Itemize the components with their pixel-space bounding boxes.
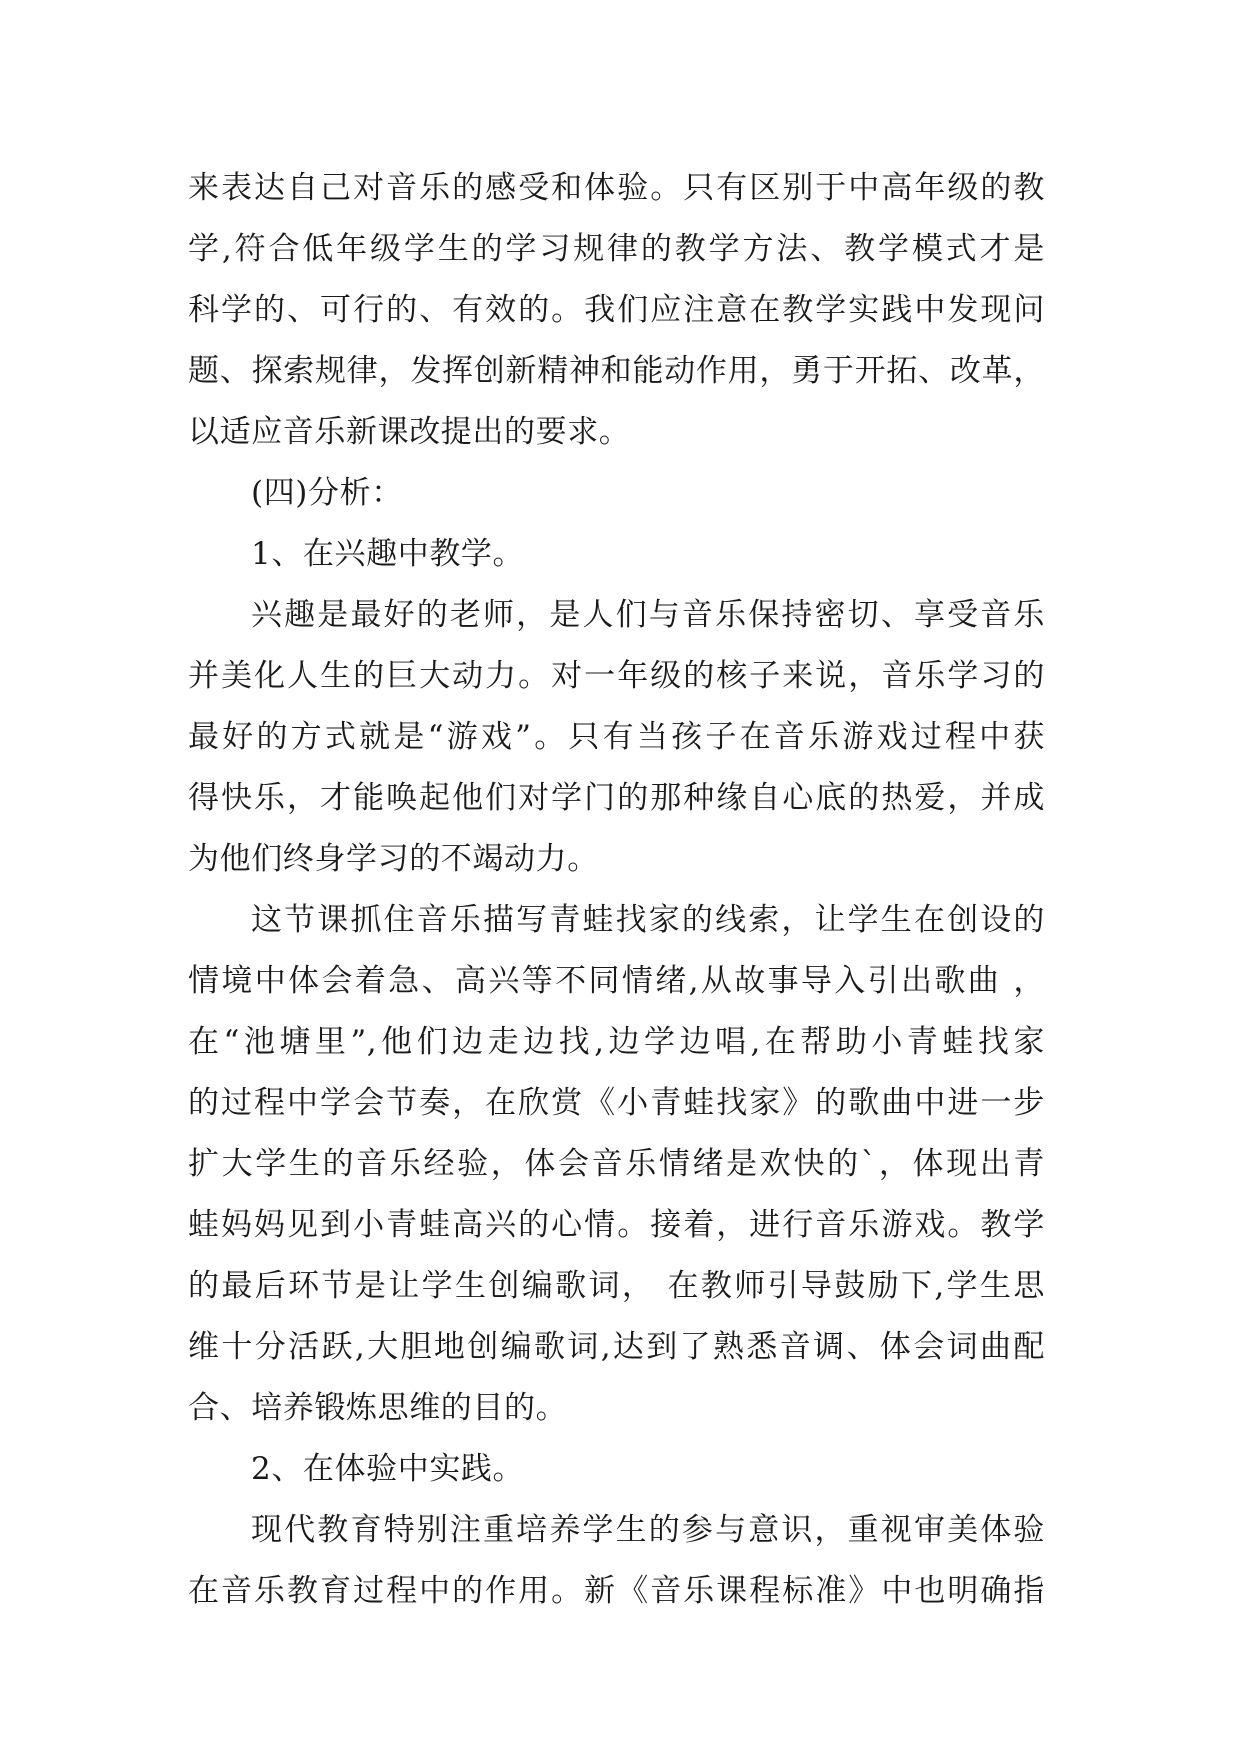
text-line: 科学的、可行的、有效的。我们应注意在教学实践中发现问 [188,292,1045,328]
text-line: 并美化人生的巨大动力。对一年级的核子来说，音乐学习的 [188,658,1045,694]
text-line: 合、培养锻炼思维的目的。 [188,1390,568,1426]
text-line: 在“池塘里”,他们边走边找,边学边唱,在帮助小青蛙找家 [188,1024,1045,1060]
text-line: 这节课抓住音乐描写青蛙找家的线索，让学生在创设的 [251,902,1045,938]
text-line: 为他们终身学习的不竭动力。 [188,841,599,877]
text-line: 学,符合低年级学生的学习规律的教学方法、教学模式才是 [188,231,1045,267]
text-line: 在音乐教育过程中的作用。新《音乐课程标准》中也明确指 [188,1573,1045,1609]
text-line: 兴趣是最好的老师，是人们与音乐保持密切、享受音乐 [251,597,1045,633]
text-line: 的最后环节是让学生创编歌词， 在教师引导鼓励下,学生思 [188,1268,1045,1304]
text-line: 情境中体会着急、高兴等不同情绪,从故事导入引出歌曲 ， [188,963,1045,999]
subsection-heading: 2、在体验中实践。 [251,1451,525,1487]
text-line: 的过程中学会节奏，在欣赏《小青蛙找家》的歌曲中进一步 [188,1085,1045,1121]
text-line: 维十分活跃,大胆地创编歌词,达到了熟悉音调、体会词曲配 [188,1329,1045,1365]
text-line: 蛙妈妈见到小青蛙高兴的心情。接着，进行音乐游戏。教学 [188,1207,1045,1243]
text-line: 扩大学生的音乐经验，体会音乐情绪是欢快的`，体现出青 [188,1146,1045,1182]
subsection-heading: 1、在兴趣中教学。 [251,536,525,572]
text-line: 得快乐，才能唤起他们对学门的那种缘自心底的热爱，并成 [188,780,1045,816]
text-line: 现代教育特别注重培养学生的参与意识，重视审美体验 [251,1512,1045,1548]
text-line: 题、探索规律，发挥创新精神和能动作用，勇于开拓、改革， [188,353,1045,389]
text-line: 以适应音乐新课改提出的要求。 [188,414,631,450]
text-line: 来表达自己对音乐的感受和体验。只有区别于中高年级的教 [188,170,1045,206]
text-line: 最好的方式就是“游戏”。只有当孩子在音乐游戏过程中获 [188,719,1045,755]
section-heading: (四)分析： [251,475,403,511]
